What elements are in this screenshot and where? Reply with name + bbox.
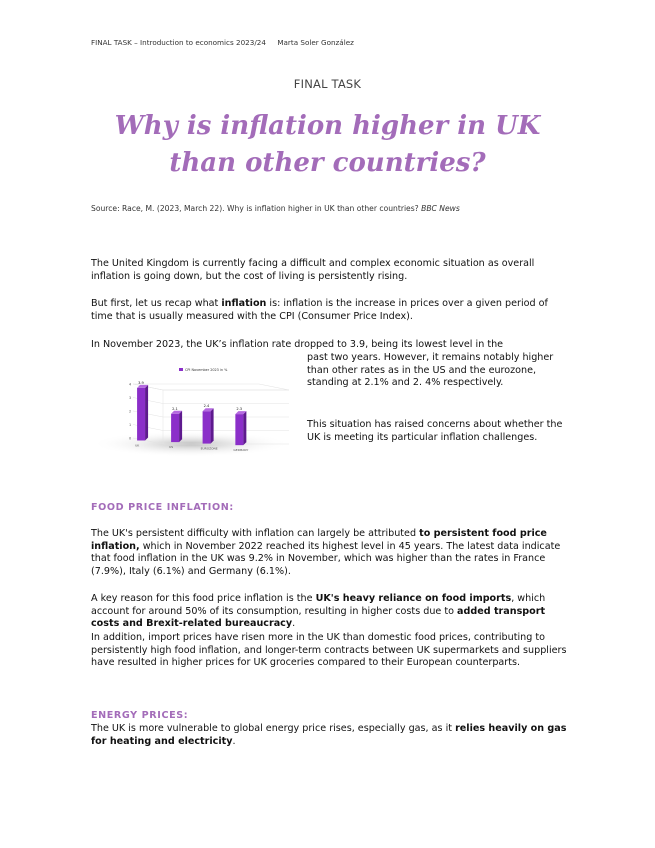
y-tick-label: 3 xyxy=(129,396,132,400)
bar-front xyxy=(235,414,243,445)
grid-top xyxy=(133,384,289,390)
source-publication: BBC News xyxy=(421,204,460,213)
food-paragraph-2 xyxy=(91,593,571,631)
inflation-definition xyxy=(91,298,571,323)
cpi-paragraph-rest: past two years. However, it remains notably higher than other rates as in the US and the eurozone, standing at 2.1% and 2. 4% respectively. xyxy=(307,352,554,389)
food-p2-e: . xyxy=(292,618,296,630)
source-citation xyxy=(91,204,460,213)
food-p1-a: The UK's persistent difficulty with inflation can largely be attributed xyxy=(91,528,420,539)
bar-side xyxy=(179,411,182,442)
food-heading: FOOD PRICE INFLATION: xyxy=(91,502,234,513)
y-axis xyxy=(129,383,131,441)
bar-side xyxy=(145,385,148,441)
x-tick-label: UK xyxy=(135,443,140,448)
concerns-paragraph: This situation has raised concerns about whether the UK is meeting its particular inflation challenges. xyxy=(307,419,563,443)
bar-value-label: 2.4 xyxy=(203,404,210,409)
page-header: FINAL TASK – Introduction to economics 2023/24 Marta Soler González xyxy=(91,38,354,47)
food-p2-emphasis-2: added transport costs and Brexit-related bureaucracy xyxy=(91,605,546,630)
energy-paragraph xyxy=(91,723,571,748)
energy-heading: ENERGY PRICES: xyxy=(91,710,189,721)
bar-side xyxy=(243,411,246,445)
food-p1-c: which in November 2022 reached its highest level in 45 years. The latest data indicate that food inflation in the UK was 9.2% in November, which was higher than the rates in France (7.9%), Italy (6.1%) and Germany (6.1%). xyxy=(91,540,561,577)
y-tick-label: 0 xyxy=(129,436,132,441)
x-tick-label: GERMANY xyxy=(233,448,249,453)
food-p2-emphasis-1: UK's heavy reliance on food imports xyxy=(315,593,512,604)
doc-label: FINAL TASK xyxy=(293,77,362,91)
bar-value-label: 3.9 xyxy=(138,380,144,385)
food-p2-a: A key reason for this food price inflation is the xyxy=(91,593,316,604)
chart-legend xyxy=(179,368,228,372)
x-tick-label: EUROZONE xyxy=(200,446,218,451)
energy-p1-a: The UK is more vulnerable to global energy price rises, especially gas, as it xyxy=(91,723,456,734)
bar-value-label: 2.1 xyxy=(172,406,178,411)
energy-p1-c: . xyxy=(232,735,236,747)
y-tick-label: 2 xyxy=(129,409,132,414)
legend-swatch xyxy=(179,368,183,371)
food-paragraph-3: In addition, import prices have risen more in the UK than domestic food prices, contributing to persistently high food inflation, and longer-term contracts between UK supermarkets and suppliers have resulted in higher prices for UK groceries compared to their European counterparts. xyxy=(91,632,567,669)
bar-front xyxy=(203,411,211,443)
bar-value-label: 2.3 xyxy=(236,407,243,412)
source-text: Source: Race, M. (2023, March 22). Why is inflation higher in UK than other countries? xyxy=(91,204,422,213)
y-tick-label: 4 xyxy=(129,382,132,387)
x-tick-label: US xyxy=(169,445,174,450)
food-p1-emphasis: to persistent food price inflation, xyxy=(91,528,547,552)
doc-title: Why is inflation higher in UK than other countries? xyxy=(114,111,541,178)
intro-paragraph: The United Kingdom is currently facing a difficult and complex economic situation as overall inflation is going down, but the cost of living is persistently rising. xyxy=(91,258,535,282)
bar-front xyxy=(171,414,179,442)
bar-front xyxy=(137,388,145,441)
energy-p1-emphasis: relies heavily on gas for heating and electricity xyxy=(91,723,567,747)
legend-label: CPI November 2023 in % xyxy=(185,368,228,372)
inflation-term: inflation xyxy=(221,298,267,309)
food-p2-c: , which account for around 50% of its consumption, resulting in higher costs due to xyxy=(91,593,546,617)
cpi-paragraph-line1: In November 2023, the UK’s inflation rate dropped to 3.9, being its lowest level in the xyxy=(91,339,504,350)
cpi-bar-chart xyxy=(91,362,297,458)
p2-text-a: But first, let us recap what xyxy=(91,298,222,309)
y-tick-label: 1 xyxy=(129,423,132,427)
p2-text-c: is: inflation is the increase in prices over a given period of time that is usually measured with the CPI (Consumer Price Index). xyxy=(91,298,548,322)
food-paragraph-1 xyxy=(91,528,571,578)
bar-side xyxy=(211,408,214,443)
